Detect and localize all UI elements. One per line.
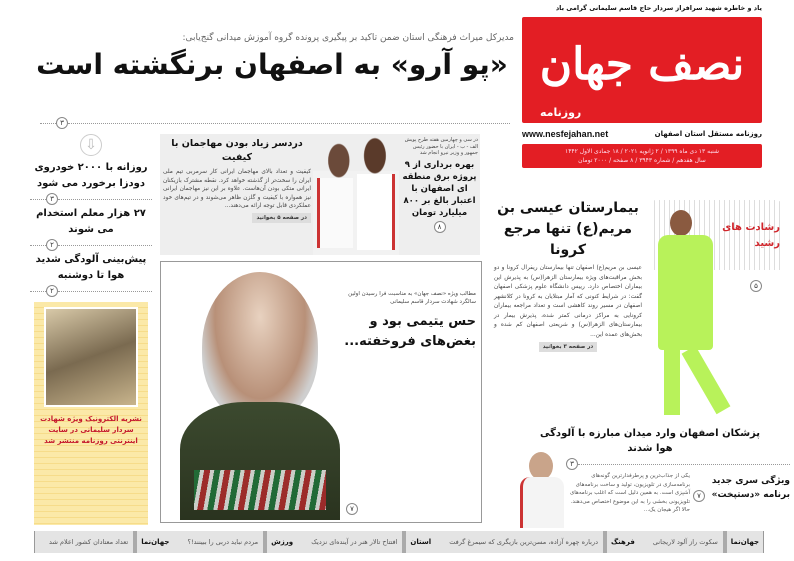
sport-body: کیفیت و تعداد بالای مهاجمان ایرانی کار سرمربی تیم ملی ایران را سخت‌تر از گذشته خواهد کرد. نقطه مشترک بازیکنان ایرانی متکی بودن آن‌هاست. علاوه بر این نیز مهاجمان ایرانی نیز همواره با کیفیت و گلزن ظاهر می‌شوند و در تیم‌های خود عملکردی قابل توجه ارائه می‌دهند...: [163, 169, 311, 209]
lead-headline: «پو آرو» به اصفهان برنگشته است: [36, 48, 508, 81]
power-story[interactable]: [401, 137, 478, 253]
divider: [30, 238, 152, 252]
tv-story-body: یکی از جذاب‌ترین و پرطرفدارترین گونه‌های برنامه‌سازی در تلویزیون، تولید و ساخت برنامه‌های آشپزی است. به همین دلیل است که اغلب برنامه‌های تلویزیونی بخشی را به این موضوع اختصاص می‌دهند. حالا اگر هیجان یک...: [569, 473, 690, 513]
players-photo: [313, 134, 399, 255]
divider: [30, 284, 152, 298]
hospital-more-link[interactable]: در صفحه ۳ بخوانید: [539, 342, 598, 352]
ticker-item[interactable]: مردم نباید دربی را ببینند!؟: [173, 531, 267, 553]
divider: [30, 192, 152, 206]
ticker-label[interactable]: ورزش: [271, 538, 294, 546]
lead-story[interactable]: [30, 32, 514, 82]
page-badge: ۳: [46, 193, 58, 205]
left-story-2[interactable]: ۲۷ هزار معلم استخدام می شوند: [36, 208, 146, 235]
lead-kicker: مدیرکل میراث فرهنگی استان ضمن تاکید بر پیگیری پرونده گروه آموزش میدانی گنج‌یابی:: [182, 33, 514, 43]
tagline: یاد و خاطره شهید سرافراز سردار حاج قاسم سلیمانی گرامی باد: [555, 4, 762, 12]
ticker-label[interactable]: استان: [410, 538, 432, 546]
feature-text: [342, 290, 476, 352]
keeper-page-badge: ۵: [750, 280, 762, 292]
date-bar: [522, 144, 762, 168]
keeper-title: رشادت های رشید: [722, 222, 780, 249]
left-column: [30, 134, 152, 525]
issue-line: سال هفدهم / شماره ۳۹۴۳ / ۸ صفحه / ۲۰۰۰ تومان: [578, 157, 706, 164]
masthead: [522, 4, 762, 168]
sport-more-link[interactable]: در صفحه ۵ بخوانید: [252, 213, 311, 223]
page-badge: ۲: [46, 239, 58, 251]
hospital-title: بیمارستان عیسی بن مریم(ع) تنها مرجع کرونا: [497, 200, 639, 258]
page-badge: ۲: [46, 285, 58, 297]
bottom-ticker: [34, 531, 764, 553]
ticker-item[interactable]: درباره چهره آزاده، مسن‌ترین بازیگری که سیمرغ گرفت: [435, 531, 607, 553]
soleimani-portrait: [180, 272, 340, 520]
doctors-story[interactable]: [530, 426, 770, 456]
tv-page-badge: ۷: [693, 490, 705, 502]
power-kicker: در سی و چهارمین هفته طرح پویش الف - ب - ایران با حضور رئیس جمهور و وزیر نیرو انجام شد: [404, 137, 478, 156]
website-link[interactable]: www.nesfejahan.net: [522, 129, 609, 139]
chef-photo: [520, 452, 564, 528]
feature-title: حس یتیمی بود و بغض‌های فروخفته...: [344, 314, 476, 349]
tv-story[interactable]: [708, 474, 790, 502]
ticker-label[interactable]: جهان‌نما: [730, 538, 759, 546]
lead-divider: [40, 116, 510, 130]
logo-block: [522, 17, 762, 123]
power-title: بهره برداری از ۹ پروژه برق منطقه ای اصفهان با اعتبار بالغ بر ۸۰۰ میلیارد تومان: [402, 159, 477, 218]
feature-page-badge: ۷: [346, 503, 358, 515]
power-page-badge: ۸: [434, 221, 446, 233]
sport-title: دردسر زیاد بودن مهاجمان با کیفیت: [171, 138, 303, 163]
ticker-item[interactable]: تعداد معتادان کشور اعلام شد: [35, 531, 137, 553]
feature-kicker: مطالب ویژه «نصف جهان» به مناسبت فرا رسیدن اولین سالگرد شهادت سردار قاسم سلیمانی: [348, 291, 476, 305]
promo-image: [44, 307, 138, 407]
ticker-label[interactable]: فرهنگ: [610, 538, 635, 546]
doctors-page-badge: ۳: [566, 458, 578, 470]
doctors-divider: [566, 457, 790, 471]
keeper-photo[interactable]: [650, 200, 782, 422]
hospital-body: عیسی بن مریم(ع) اصفهان تنها بیمارستان ریفرال کرونا و دو بخش مراقبت‌های ویژه بیمارستان الزهرا(س) به پذیرش این بیماران اختصاص دارد. رییس دانشگاه علوم پزشکی اصفهان گفت: در شرایط کنونی که آمار مبتلایان به کرونا در کلانشهر اصفهان در مسیر روند کاهشی است و تعداد مراجعه بیماران کرونایی به مراکز درمانی کمتر شده، پذیرش بیمار در بیمارستان‌های الزهرا(س) و شریعتی اصفهان کم شده و بخش‌های عمده این...: [494, 265, 642, 338]
sport-text: [163, 137, 311, 252]
promo-text: نشریه الکترونیک ویژه شهادت سردار سلیمانی در سایت اینترنتی روزنامه منتشر شد: [40, 415, 142, 445]
promo-box[interactable]: [34, 302, 148, 525]
hospital-story[interactable]: [494, 198, 642, 424]
left-story-3[interactable]: پیش‌بینی آلودگی شدید هوا تا دوشنبه: [35, 254, 147, 281]
ticker-item[interactable]: سکوت راز آلود لاریجانی: [639, 531, 727, 553]
lead-page-badge: ۳: [56, 117, 68, 129]
paper-subtitle: روزنامه مستقل استان اصفهان: [654, 130, 762, 138]
ticker-label[interactable]: جهان‌نما: [141, 538, 170, 546]
ticker-item[interactable]: افتتاح تالار هنر در آینده‌ای نزدیک: [297, 531, 406, 553]
left-story-1[interactable]: روزانه با ۲۰۰۰ خودروی دودزا برخورد می شود: [34, 162, 148, 189]
doctors-title: پزشکان اصفهان وارد میدان مبارزه با آلودگی هوا شدند: [540, 428, 760, 454]
logo: نصف جهان: [539, 39, 745, 90]
tv-title: ویژگی سری جدید برنامه «دستپخت»: [711, 476, 790, 500]
date-line: شنبه ۱۳ دی ماه ۱۳۹۹ / ۲ ژانویه ۲۰۲۱ / ۱۸ جمادی الاول ۱۴۴۲: [564, 148, 720, 155]
arrow-down-icon: ⇩: [80, 134, 102, 156]
logo-sub: روزنامه: [540, 106, 582, 119]
